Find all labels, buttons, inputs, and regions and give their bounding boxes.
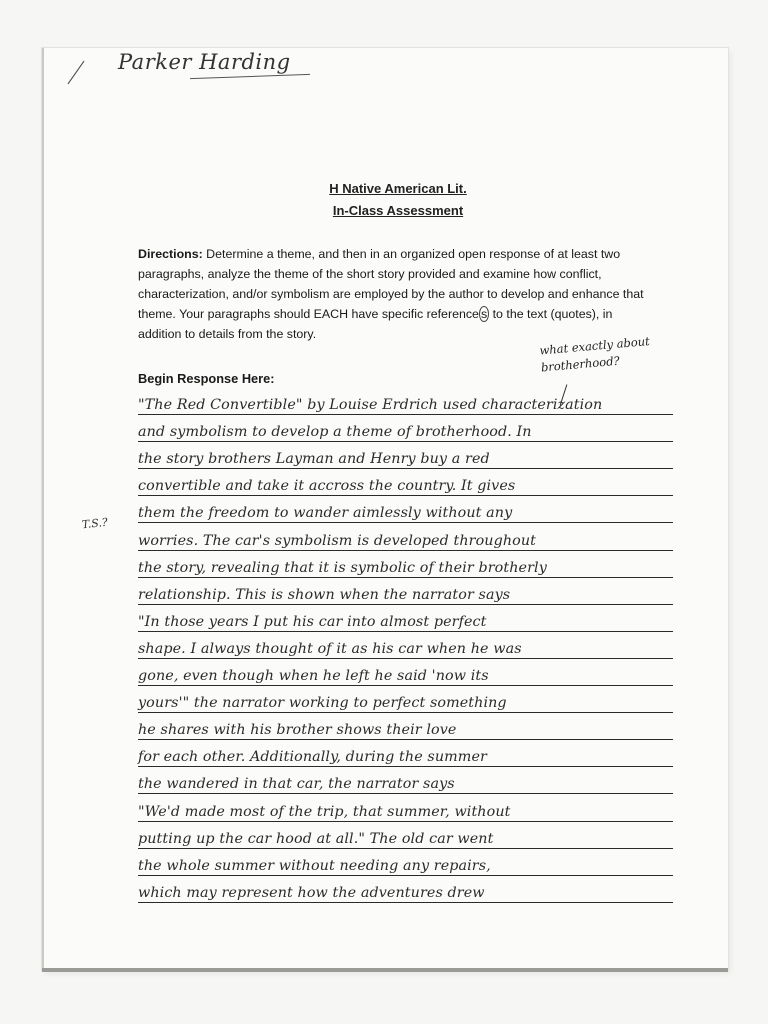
assessment-title: In-Class Assessment [332, 203, 464, 218]
circled-letter: s [480, 307, 488, 321]
handwritten-text: convertible and take it accross the country. It gives [138, 478, 516, 495]
response-line [138, 713, 673, 740]
response-line [138, 849, 673, 876]
response-line [138, 442, 673, 469]
response-line [138, 415, 673, 442]
directions-text: Determine a theme, and then in an organized open response of at least two paragraphs, analyze the theme of the short story provided and examine how conflict, characterization, and/or symbolism are employed by the author to develop and enhance that theme. Your paragraphs should EACH have specific reference [138, 247, 644, 321]
margin-annotation: what exactly about brotherhood? [538, 333, 651, 375]
handwritten-text: yours'" the narrator working to perfect something [138, 695, 507, 712]
handwritten-text: relationship. This is shown when the narrator says [138, 586, 511, 603]
directions-text-end: to the text (quotes), in addition to details from the story. [138, 307, 613, 341]
handwritten-text: "In those years I put his car into almost perfect [138, 613, 487, 630]
handwritten-text: he shares with his brother shows their love [138, 722, 457, 739]
handwritten-text: "We'd made most of the trip, that summer, without [138, 803, 511, 820]
directions-block [138, 244, 658, 344]
response-line [138, 767, 673, 794]
response-line [138, 523, 673, 550]
handwritten-text: the story, revealing that it is symbolic of their brotherly [138, 559, 547, 576]
handwritten-text: putting up the car hood at all." The old car went [138, 830, 494, 847]
ts-annotation: T.S.? [81, 515, 109, 532]
handwritten-text: the wandered in that car, the narrator says [138, 776, 455, 793]
directions-label: Directions: [138, 247, 203, 261]
handwritten-text: them the freedom to wander aimlessly without any [138, 505, 513, 522]
response-line [138, 659, 673, 686]
response-line [138, 822, 673, 849]
handwritten-text: which may represent how the adventures drew [138, 884, 485, 901]
response-line [138, 794, 673, 821]
handwritten-text: "The Red Convertible" by Louise Erdrich used characterization [138, 397, 603, 414]
response-line [138, 469, 673, 496]
response-line [138, 686, 673, 713]
handwritten-text: for each other. Additionally, during the summer [138, 749, 487, 766]
response-line [138, 578, 673, 605]
student-name: Parker Harding [118, 50, 291, 74]
response-line [138, 496, 673, 523]
handwritten-text: the whole summer without needing any repairs, [138, 857, 491, 874]
response-lines [138, 388, 673, 903]
response-line [138, 388, 673, 415]
response-line [138, 551, 673, 578]
handwritten-text: gone, even though when he left he said 'now its [138, 668, 489, 685]
page-bottom-edge [42, 968, 728, 972]
response-line [138, 876, 673, 903]
handwritten-text: the story brothers Layman and Henry buy a red [138, 451, 490, 468]
handwritten-text: worries. The car's symbolism is developed throughout [138, 532, 537, 549]
handwritten-text: shape. I always thought of it as his car when he was [138, 640, 522, 657]
response-line [138, 605, 673, 632]
response-label: Begin Response Here: [138, 371, 275, 386]
handwritten-text: and symbolism to develop a theme of brotherhood. In [138, 424, 532, 441]
response-line [138, 740, 673, 767]
response-line [138, 632, 673, 659]
course-title: H Native American Lit. [329, 181, 467, 196]
